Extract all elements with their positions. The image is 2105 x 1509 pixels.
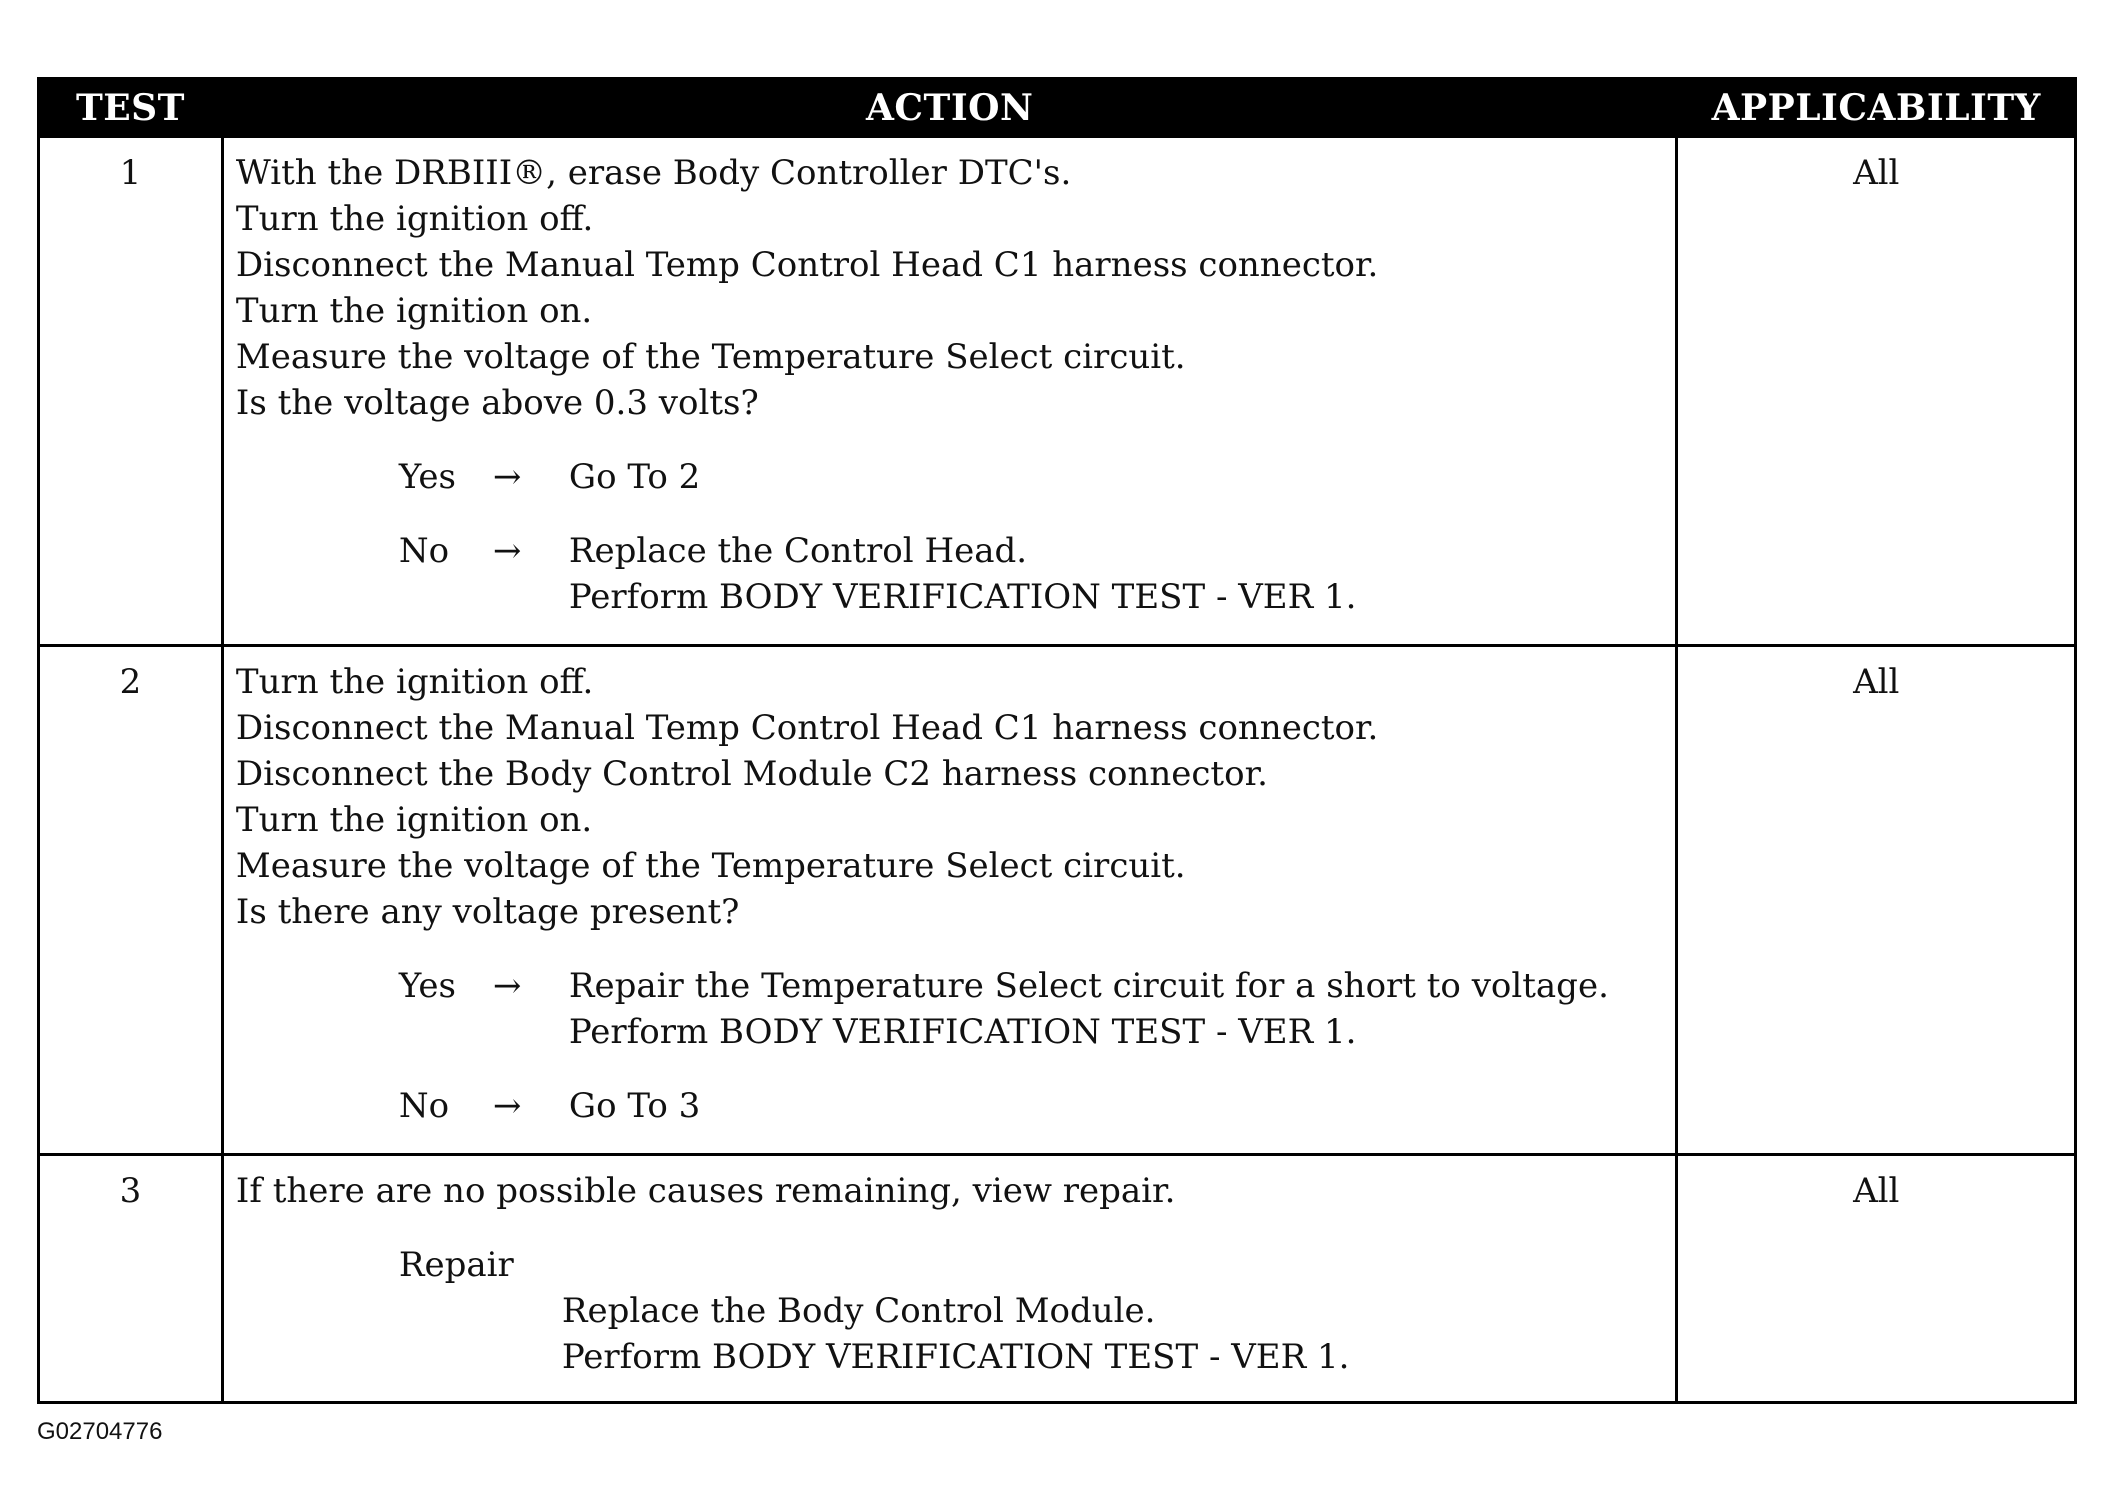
- no-result: Replace the Control Head.: [568, 531, 1028, 571]
- repair-instruction: Perform BODY VERIFICATION TEST - VER 1.: [561, 1337, 1350, 1377]
- action-step: With the DRBIII®, erase Body Controller DTC's.: [235, 153, 1072, 193]
- action-step: Disconnect the Manual Temp Control Head C1 harness connector.: [235, 245, 1379, 285]
- right-arrow-icon: →: [492, 966, 522, 1006]
- yes-label: Yes: [398, 457, 456, 497]
- action-step: Turn the ignition off.: [235, 199, 594, 239]
- action-step: Turn the ignition on.: [235, 800, 593, 840]
- no-result: Perform BODY VERIFICATION TEST - VER 1.: [568, 577, 1357, 617]
- no-label: No: [398, 531, 450, 571]
- action-step: If there are no possible causes remaining, view repair.: [235, 1171, 1176, 1211]
- header-test: TEST: [39, 79, 223, 137]
- yes-label: Yes: [398, 966, 456, 1006]
- test-number: 2: [39, 646, 223, 1155]
- header-applicability: APPLICABILITY: [1677, 79, 2076, 137]
- action-question: Is the voltage above 0.3 volts?: [235, 383, 759, 423]
- yes-result: Go To 2: [568, 457, 701, 497]
- yes-branch: [399, 454, 1666, 500]
- action-step: Turn the ignition off.: [235, 662, 594, 702]
- action-step: Measure the voltage of the Temperature Select circuit.: [235, 337, 1186, 377]
- action-cell: [222, 137, 1677, 646]
- action-step: Disconnect the Body Control Module C2 harness connector.: [235, 754, 1268, 794]
- no-result: Go To 3: [568, 1086, 701, 1126]
- yes-branch: [399, 963, 1666, 1055]
- test-number: 3: [39, 1155, 223, 1403]
- repair-instruction: Replace the Body Control Module.: [561, 1291, 1156, 1331]
- no-label: No: [398, 1086, 450, 1126]
- header-action: ACTION: [222, 79, 1677, 137]
- table-row-test-3: [39, 1155, 2076, 1403]
- table-header-row: [39, 79, 2076, 137]
- applicability-value: All: [1677, 1155, 2076, 1403]
- yes-result: Repair the Temperature Select circuit for a short to voltage.: [568, 966, 1609, 1006]
- no-branch: [399, 528, 1666, 620]
- right-arrow-icon: →: [492, 457, 522, 497]
- repair-block: [399, 1242, 1666, 1380]
- applicability-value: All: [1677, 646, 2076, 1155]
- action-cell: [222, 1155, 1677, 1403]
- repair-label: Repair: [398, 1245, 514, 1285]
- no-branch: [399, 1083, 1666, 1129]
- action-cell: [222, 646, 1677, 1155]
- test-number: 1: [39, 137, 223, 646]
- action-step: Disconnect the Manual Temp Control Head C1 harness connector.: [235, 708, 1379, 748]
- yes-result: Perform BODY VERIFICATION TEST - VER 1.: [568, 1012, 1357, 1052]
- action-step: Measure the voltage of the Temperature Select circuit.: [235, 846, 1186, 886]
- applicability-value: All: [1677, 137, 2076, 646]
- table-row-test-2: [39, 646, 2076, 1155]
- action-step: Turn the ignition on.: [235, 291, 593, 331]
- table-row-test-1: [39, 137, 2076, 646]
- action-question: Is there any voltage present?: [235, 892, 740, 932]
- diagnostic-test-table: [37, 77, 2077, 1404]
- right-arrow-icon: →: [492, 1086, 522, 1126]
- right-arrow-icon: →: [492, 531, 522, 571]
- figure-id-label: G02704776: [37, 1418, 163, 1445]
